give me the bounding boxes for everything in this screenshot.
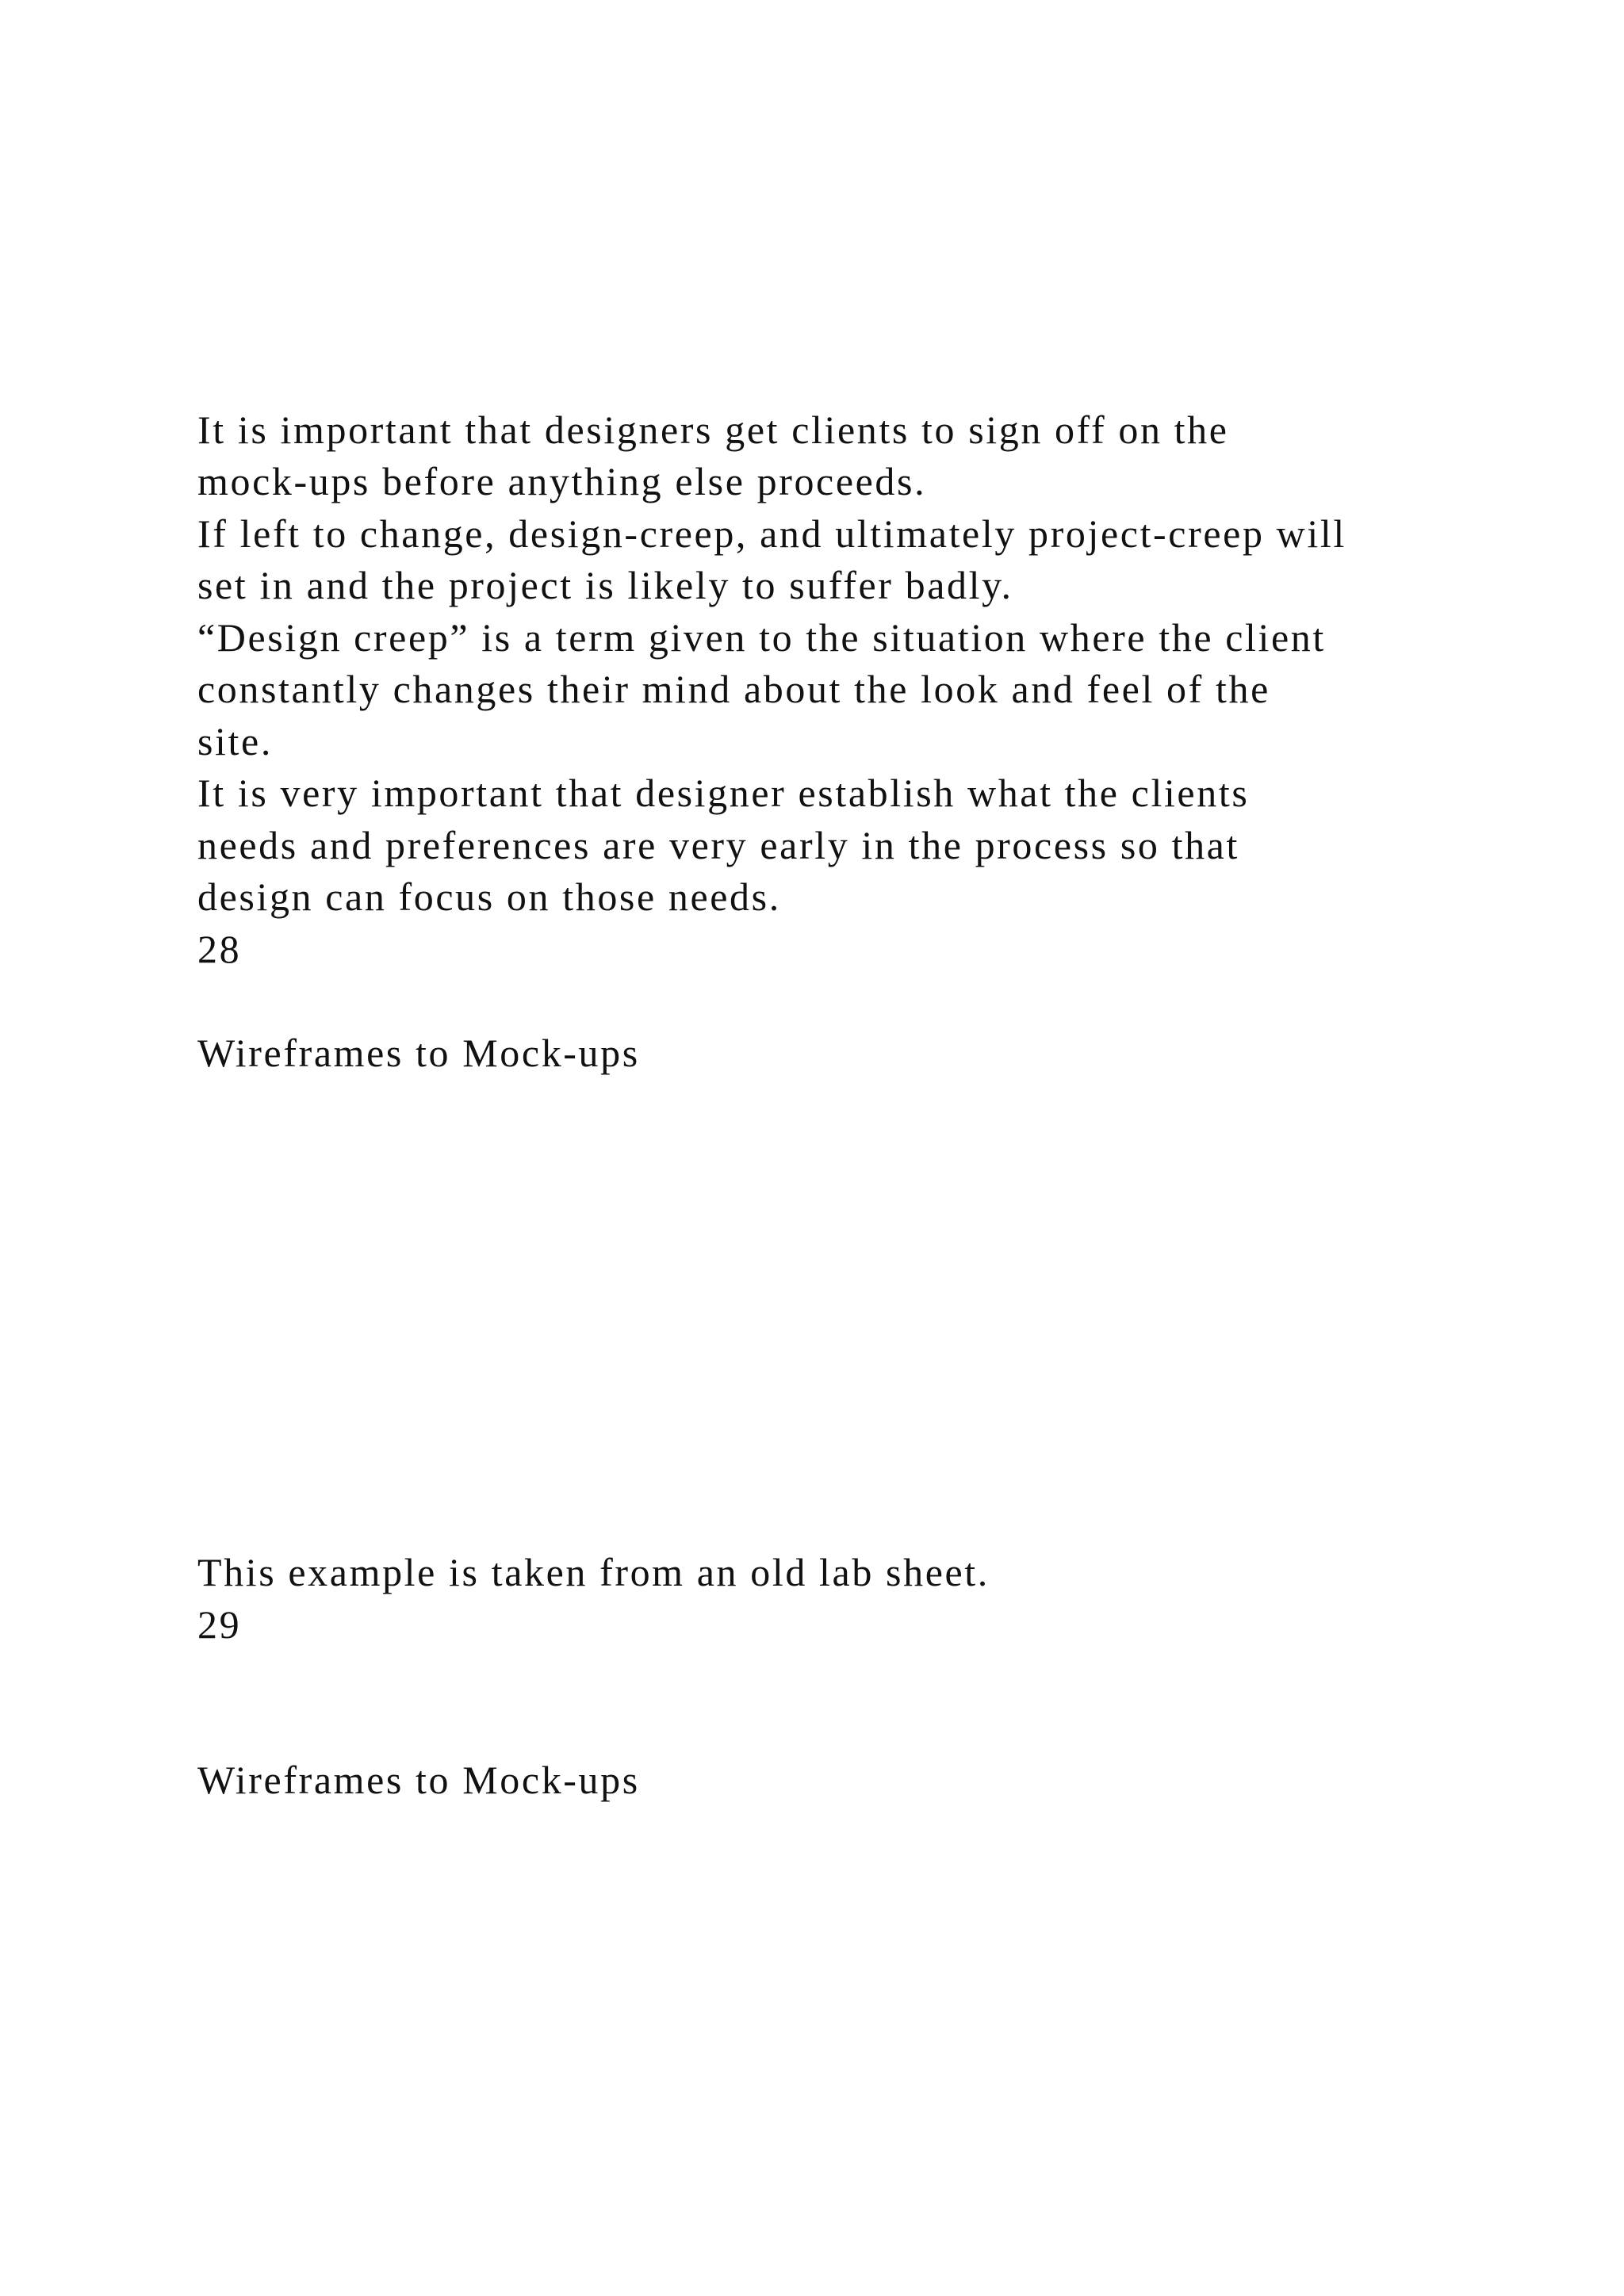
slide-title: Wireframes to Mock-ups: [197, 1758, 640, 1802]
body-text-line: It is important that designers get clients to sign off on the: [197, 408, 1229, 452]
body-text-line: constantly changes their mind about the look and feel of the: [197, 667, 1270, 711]
body-text-line: mock-ups before anything else proceeds.: [197, 459, 927, 503]
body-text-line: This example is taken from an old lab sheet.: [197, 1550, 990, 1594]
body-text-line: “Design creep” is a term given to the situation where the client: [197, 615, 1326, 660]
body-text-line: site.: [197, 719, 273, 763]
body-text-line: set in and the project is likely to suffer badly.: [197, 563, 1013, 607]
page-number: 29: [197, 1602, 242, 1647]
body-text-line: It is very important that designer establish what the clients: [197, 771, 1250, 815]
slide-title: Wireframes to Mock-ups: [197, 1031, 640, 1075]
body-text-line: needs and preferences are very early in the process so that: [197, 823, 1239, 867]
body-text-line: If left to change, design-creep, and ultimately project-creep will: [197, 511, 1346, 556]
page-number: 28: [197, 927, 242, 971]
body-text-line: design can focus on those needs.: [197, 874, 781, 919]
